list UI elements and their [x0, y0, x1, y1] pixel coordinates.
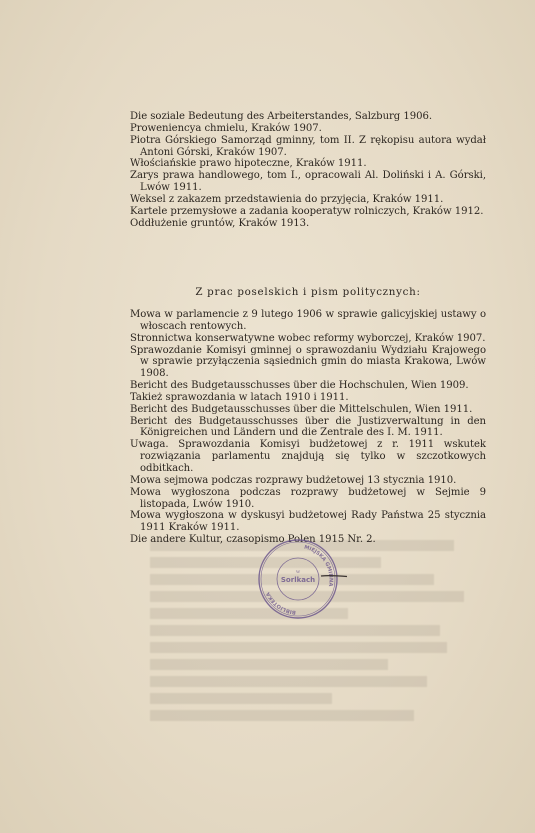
svg-text:BIBLIOTEKA: BIBLIOTEKA [265, 591, 297, 615]
list-item: Die andere Kultur, czasopismo Polen 1915 Nr. 2. [130, 534, 376, 546]
list-item: Bericht des Budgetausschusses über die Hochschulen, Wien 1909. [130, 380, 469, 392]
list-item: Proweniencya chmielu, Kraków 1907. [130, 122, 322, 134]
political-writings-list [130, 309, 486, 546]
section-heading: Z prac poselskich i pism politycznych: [195, 286, 421, 298]
list-item: Bericht des Budgetausschusses über die Mittelschulen, Wien 1911. [130, 403, 473, 415]
list-item: Zarys prawa handlowego, tom I., opracowali Al. Doliński i A. Górski, Lwów 1911. [130, 170, 486, 194]
list-item: Kartele przemysłowe a zadania kooperatyw rolniczych, Kraków 1912. [130, 205, 484, 217]
list-item: Mowa wygłoszona w dyskusyi budżetowej Rady Państwa 25 stycznia 1911 Kraków 1911. [130, 510, 486, 534]
publications-list [130, 111, 486, 229]
list-item: Uwaga. Sprawozdania Komisyi budżetowej z r. 1911 wskutek rozwiązania parlamentu znajdują się tylko w szczotkowych odbitkach. [130, 439, 486, 474]
list-item: Mowa sejmowa podczas rozprawy budżetowej 13 stycznia 1910. [130, 474, 457, 486]
list-item: Weksel z zakazem przedstawienia do przyjęcia, Kraków 1911. [130, 193, 444, 205]
svg-text:w: w [295, 569, 301, 575]
list-item: Sprawozdanie Komisyi gminnej o sprawozdaniu Wydziału Krajowego w sprawie przyłączenia sąsiednich gmin do miasta Krakowa, Lwów 1908. [130, 344, 486, 380]
list-item: Włościańskie prawo hipoteczne, Kraków 1911. [130, 158, 367, 170]
pen-stroke [320, 574, 348, 578]
list-item: Mowa wygłoszona podczas rozprawy budżetowej w Sejmie 9 listopada, Lwów 1910. [130, 486, 486, 510]
list-item: Oddłużenie gruntów, Kraków 1913. [130, 217, 310, 229]
svg-text:MIEJSKA GMINNA: MIEJSKA GMINNA [303, 544, 334, 587]
library-stamp [253, 537, 343, 622]
list-item: Piotra Górskiego Samorząd gminny, tom II. Z rękopisu autora wydał Antoni Górski, Kraków 1907. [130, 134, 486, 158]
stamp-center-text: Sorlkach [280, 576, 316, 584]
list-item: Bericht des Budgetausschusses über die Justizverwaltung in den Königreichen und Ländern und die Zentrale des I. M. 1911. [130, 415, 486, 439]
list-item: Takież sprawozdania w latach 1910 i 1911. [130, 391, 349, 403]
list-item: Stronnictwa konserwatywne wobec reformy wyborczej, Kraków 1907. [130, 332, 486, 344]
list-item: Die soziale Bedeutung des Arbeiterstandes, Salzburg 1906. [130, 111, 433, 122]
list-item: Mowa w parlamencie z 9 lutego 1906 w sprawie galicyjskiej ustawy o włoscach rentowych. [130, 309, 486, 332]
